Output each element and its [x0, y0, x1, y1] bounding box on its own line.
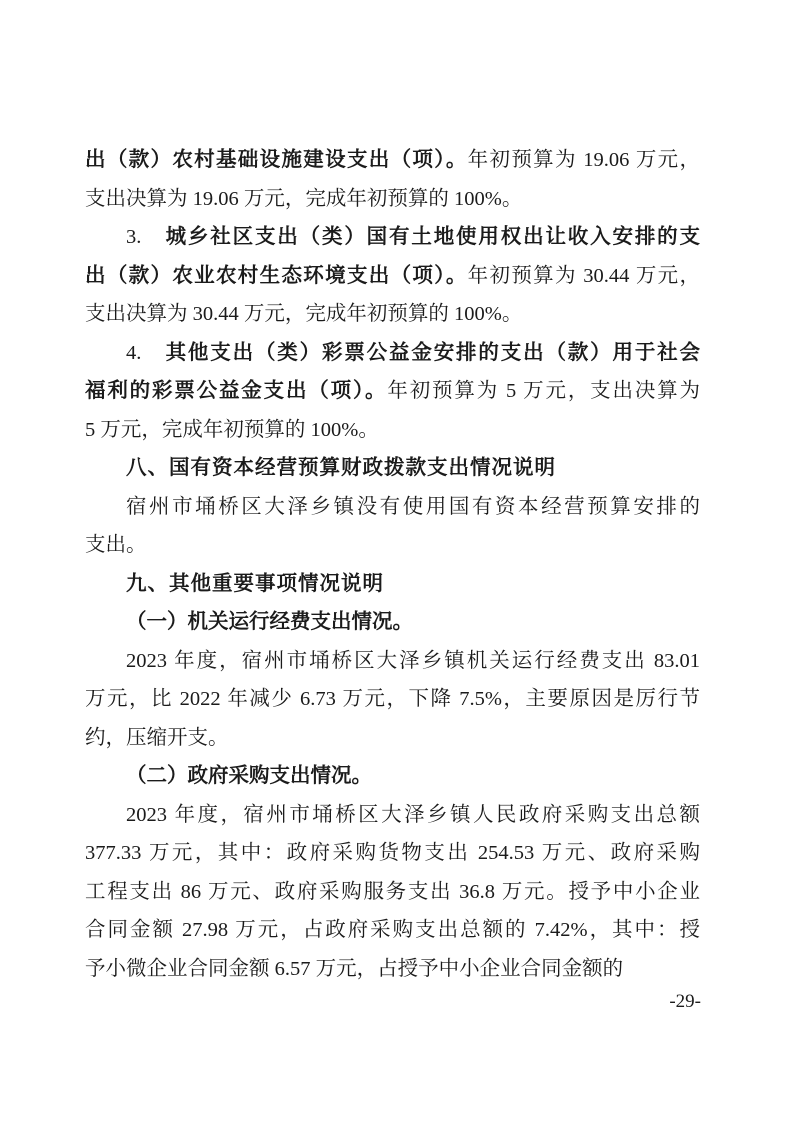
text-segment: 5 万元，完成年初预算的 100%。 — [85, 418, 379, 441]
paragraph-line — [85, 642, 700, 681]
text-segment: 年初预算为 19.06 万元， — [467, 149, 701, 171]
text-segment: 福利的彩票公益金支出（项）。 — [85, 380, 388, 402]
paragraph-line — [85, 796, 700, 835]
paragraph-line — [85, 295, 700, 334]
text-segment: 年初预算为 5 万元，支出决算为 — [387, 380, 700, 402]
paragraph-line — [85, 411, 700, 450]
text-segment: 支出决算为 19.06 万元，完成年初预算的 100%。 — [85, 187, 523, 210]
paragraph-line — [85, 680, 700, 719]
paragraph-line — [85, 873, 700, 912]
text-segment: （二）政府采购支出情况。 — [126, 765, 372, 787]
text-segment: 2023 年度，宿州市埇桥区大泽乡镇机关运行经费支出 83.01 — [126, 649, 700, 672]
text-segment: 2023 年度，宿州市埇桥区大泽乡镇人民政府采购支出总额 — [126, 803, 700, 826]
paragraph-line — [85, 834, 700, 873]
text-segment: 出（款）农业农村生态环境支出（项）。 — [85, 264, 468, 287]
text-segment: 工程支出 86 万元、政府采购服务支出 36.8 万元。授予中小企业 — [85, 880, 700, 903]
text-segment: （一）机关运行经费支出情况。 — [126, 611, 413, 633]
paragraph-line — [85, 950, 700, 989]
text-segment: 年初预算为 30.44 万元， — [467, 264, 701, 287]
paragraph-line — [85, 141, 700, 180]
text-segment: 其他支出（类）彩票公益金安排的支出（款）用于社会 — [165, 341, 701, 364]
text-segment: 宿州市埇桥区大泽乡镇没有使用国有资本经营预算安排的 — [126, 495, 700, 518]
text-segment: 合同金额 27.98 万元，占政府采购支出总额的 7.42%，其中：授 — [85, 919, 700, 941]
text-segment: 支出决算为 30.44 万元，完成年初预算的 100%。 — [85, 303, 523, 325]
subsection-heading-2 — [85, 757, 700, 796]
paragraph-line — [85, 911, 700, 950]
paragraph-line — [85, 334, 700, 373]
paragraph-line — [85, 719, 700, 758]
text-segment: 约，压缩开支。 — [85, 726, 229, 749]
text-segment: 支出。 — [85, 534, 147, 556]
page-number: -29- — [669, 991, 701, 1012]
text-segment: 万元，比 2022 年减少 6.73 万元，下降 7.5%，主要原因是厉行节 — [85, 688, 700, 710]
text-segment: 3. — [126, 226, 166, 248]
heading-text: 八、国有资本经营预算财政拨款支出情况说明 — [126, 456, 556, 479]
paragraph-line — [85, 257, 700, 296]
section-heading-ix — [85, 565, 700, 604]
heading-text: 九、其他重要事项情况说明 — [126, 571, 384, 595]
paragraph-line — [85, 488, 700, 527]
document-body — [85, 141, 700, 988]
paragraph-line — [85, 526, 700, 565]
subsection-heading-1 — [85, 603, 700, 642]
text-segment: 予小微企业合同金额 6.57 万元，占授予中小企业合同金额的 — [85, 957, 624, 980]
text-segment: 377.33 万元，其中：政府采购货物支出 254.53 万元、政府采购 — [85, 842, 700, 864]
section-heading-viii — [85, 449, 700, 488]
paragraph-line — [85, 218, 700, 257]
text-segment: 4. — [126, 341, 166, 364]
paragraph-line — [85, 372, 700, 411]
text-segment: 出（款）农村基础设施建设支出（项）。 — [85, 149, 468, 171]
text-segment: 城乡社区支出（类）国有土地使用权出让收入安排的支 — [165, 226, 701, 248]
paragraph-line — [85, 180, 700, 219]
